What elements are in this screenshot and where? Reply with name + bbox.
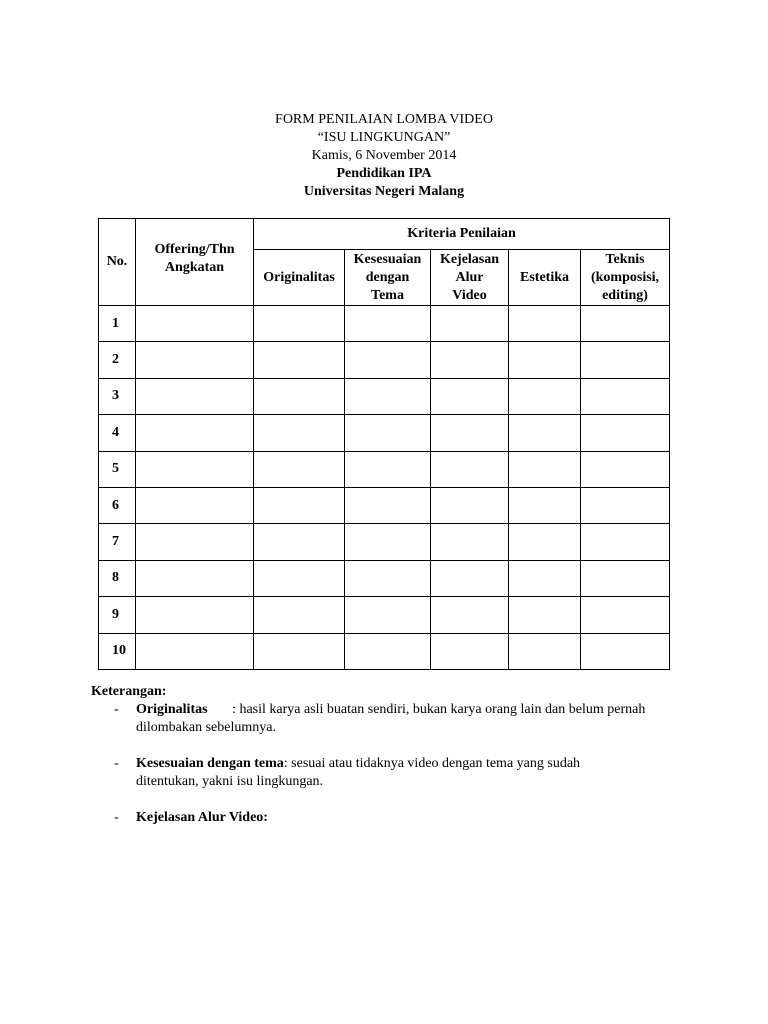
score-cell	[254, 597, 345, 633]
note-kesesuaian-text2: ditentukan, yakni isu lingkungan.	[136, 774, 324, 789]
row-number: 8	[99, 560, 136, 596]
note-dash: -	[114, 810, 119, 825]
form-department: Pendidikan IPA	[336, 166, 432, 181]
form-header	[0, 111, 768, 201]
note-originalitas-text2: dilombakan sebelumnya.	[136, 720, 276, 735]
table-row	[99, 633, 670, 669]
header-teknis-line2: (komposisi,	[590, 270, 660, 285]
header-estetika: Estetika	[509, 250, 581, 306]
score-cell	[431, 306, 509, 342]
score-cell	[509, 342, 581, 378]
score-cell	[136, 306, 254, 342]
form-university: Universitas Negeri Malang	[303, 184, 465, 199]
score-cell	[431, 560, 509, 596]
note-kejelasan-term: Kejelasan Alur Video:	[136, 810, 268, 825]
table-row	[99, 597, 670, 633]
score-cell	[581, 597, 670, 633]
header-no: No.	[99, 219, 136, 306]
row-number: 7	[99, 524, 136, 560]
score-cell	[254, 524, 345, 560]
score-cell	[254, 560, 345, 596]
score-cell	[345, 524, 431, 560]
table-row	[99, 524, 670, 560]
score-cell	[345, 415, 431, 451]
note-originalitas-term: Originalitas	[136, 702, 208, 717]
header-originalitas: Originalitas	[254, 250, 345, 306]
score-cell	[254, 342, 345, 378]
notes-section	[91, 683, 691, 827]
score-cell	[136, 378, 254, 414]
header-teknis	[581, 250, 670, 306]
header-kejelasan-line2: Alur	[455, 270, 484, 285]
score-cell	[345, 378, 431, 414]
row-number: 5	[99, 451, 136, 487]
score-cell	[581, 487, 670, 523]
header-kesesuaian	[345, 250, 431, 306]
form-date: Kamis, 6 November 2014	[311, 148, 457, 163]
table-row	[99, 306, 670, 342]
score-cell	[345, 633, 431, 669]
table-row	[99, 415, 670, 451]
score-cell	[254, 306, 345, 342]
row-number: 9	[99, 597, 136, 633]
header-kriteria-penilaian: Kriteria Penilaian	[254, 219, 670, 250]
header-kejelasan-line3: Video	[452, 288, 487, 303]
table-row	[99, 560, 670, 596]
table-row	[99, 487, 670, 523]
note-dash: -	[114, 756, 119, 771]
table-row	[99, 451, 670, 487]
score-cell	[581, 415, 670, 451]
score-cell	[136, 415, 254, 451]
header-teknis-line3: editing)	[602, 288, 648, 303]
score-cell	[431, 415, 509, 451]
score-cell	[136, 524, 254, 560]
score-cell	[345, 597, 431, 633]
score-cell	[136, 560, 254, 596]
score-cell	[431, 597, 509, 633]
form-theme: “ISU LINGKUNGAN”	[317, 130, 451, 145]
header-teknis-line1: Teknis	[605, 252, 645, 267]
note-originalitas	[91, 701, 691, 737]
score-cell	[431, 451, 509, 487]
score-cell	[581, 342, 670, 378]
header-kejelasan-line1: Kejelasan	[439, 252, 500, 267]
score-cell	[431, 342, 509, 378]
note-kesesuaian-term: Kesesuaian dengan tema	[136, 756, 284, 771]
score-cell	[254, 378, 345, 414]
score-cell	[581, 633, 670, 669]
score-cell	[509, 487, 581, 523]
score-cell	[254, 415, 345, 451]
score-cell	[345, 451, 431, 487]
score-cell	[581, 306, 670, 342]
row-number: 1	[99, 306, 136, 342]
score-cell	[581, 560, 670, 596]
score-cell	[136, 633, 254, 669]
table-body	[99, 306, 670, 670]
score-cell	[254, 633, 345, 669]
score-cell	[345, 342, 431, 378]
score-cell	[509, 451, 581, 487]
score-cell	[509, 378, 581, 414]
row-number: 2	[99, 342, 136, 378]
note-kesesuaian	[91, 755, 691, 791]
score-cell	[431, 378, 509, 414]
score-cell	[136, 342, 254, 378]
header-kejelasan	[431, 250, 509, 306]
row-number: 3	[99, 378, 136, 414]
table-row	[99, 342, 670, 378]
score-cell	[431, 487, 509, 523]
score-cell	[581, 378, 670, 414]
header-offering-line2: Angkatan	[164, 260, 225, 275]
score-cell	[345, 487, 431, 523]
note-kejelasan	[91, 809, 691, 827]
row-number: 6	[99, 487, 136, 523]
score-cell	[509, 633, 581, 669]
header-kesesuaian-line2: dengan	[365, 270, 410, 285]
score-cell	[509, 597, 581, 633]
note-kesesuaian-text1: : sesuai atau tidaknya video dengan tema yang sudah	[283, 756, 581, 771]
score-cell	[509, 415, 581, 451]
score-cell	[581, 451, 670, 487]
score-cell	[431, 524, 509, 560]
score-cell	[509, 524, 581, 560]
score-cell	[581, 524, 670, 560]
score-cell	[136, 487, 254, 523]
note-originalitas-text1: : hasil karya asli buatan sendiri, bukan karya orang lain dan belum pernah	[232, 702, 646, 717]
note-dash: -	[114, 702, 119, 717]
score-cell	[345, 306, 431, 342]
score-cell	[509, 306, 581, 342]
header-offering-line1: Offering/Thn	[154, 242, 235, 257]
score-cell	[431, 633, 509, 669]
score-cell	[254, 451, 345, 487]
header-offering	[136, 219, 254, 306]
header-kesesuaian-line1: Kesesuaian	[353, 252, 422, 267]
form-title: FORM PENILAIAN LOMBA VIDEO	[275, 112, 493, 127]
table-row	[99, 378, 670, 414]
score-cell	[136, 451, 254, 487]
score-cell	[136, 597, 254, 633]
score-cell	[345, 560, 431, 596]
row-number: 4	[99, 415, 136, 451]
score-cell	[254, 487, 345, 523]
row-number: 10	[99, 633, 136, 669]
notes-title: Keterangan:	[91, 684, 167, 699]
header-kesesuaian-line3: Tema	[371, 288, 404, 303]
assessment-table	[98, 218, 670, 670]
score-cell	[509, 560, 581, 596]
